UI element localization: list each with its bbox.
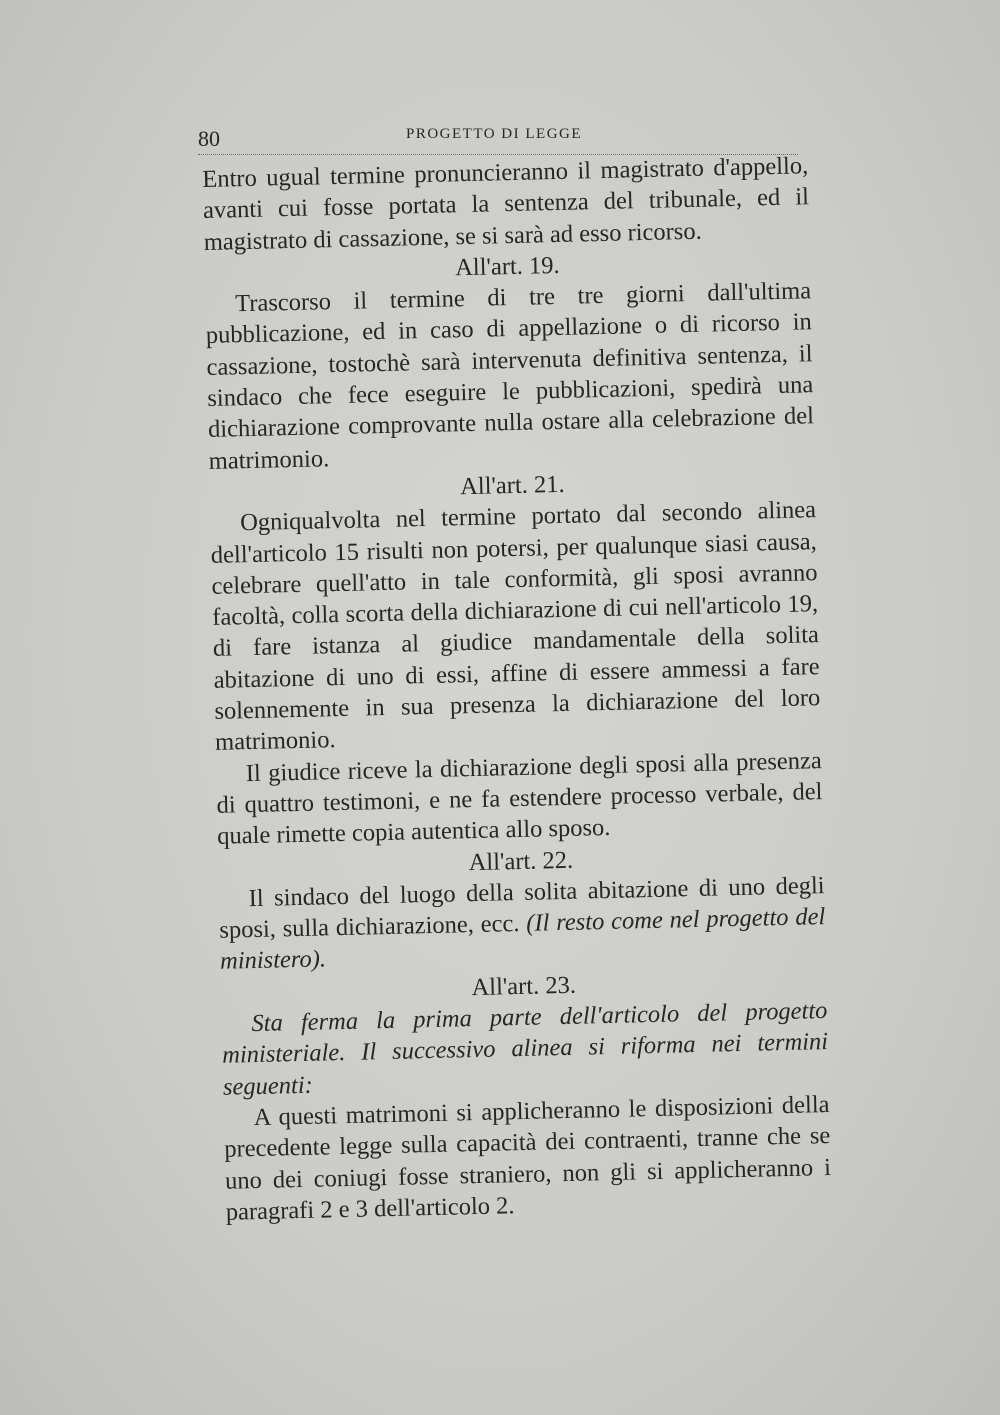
- section-heading-art-22: All'art. 22.: [468, 846, 574, 876]
- paragraph-art-22-italic-note: (Il resto come nel progetto del ministero).: [219, 903, 826, 976]
- paragraph-continuation: Entro ugual termine pronuncieranno il magistrato d'appello, avanti cui fosse portata la sentenza del tribunale, ed il magistrato di cassazione, se si sarà ad esso ricorso.: [202, 152, 810, 256]
- page-number: 80: [198, 126, 220, 151]
- paragraph-art-22-text: Il sindaco del luogo della solita abitazione di uno degli sposi, sulla dichiarazione, ecc.: [219, 871, 825, 944]
- page-body: [202, 150, 832, 1228]
- paragraph-art-21-first: Ogniqualvolta nel termine portato dal secondo alinea dell'articolo 15 risulti non potersi, per qualunque siasi causa, celebrare quell'atto in tale conformità, gli sposi avranno facoltà, colla scorta della dichiarazione di cui nell'articolo 19, di fare istanza al giudice mandamentale della solita abitazione di uno di essi, affine di essere ammessi a fare solennemente in sua presenza la dichiarazione del loro matrimonio.: [210, 496, 821, 757]
- paragraph-art-22: [218, 870, 826, 978]
- paragraph-art-23-text: A questi matrimoni si applicheranno le disposizioni della precedente legge sulla capacità dei contraenti, tranne che se uno dei coniugi fosse straniero, non gli si applicheranno i paragrafi 2 e 3 dell'articolo 2.: [224, 1090, 832, 1226]
- paragraph-art-19: Trascorso il termine di tre tre giorni dall'ultima pubblicazione, ed in caso di appellazione o di ricorso in cassazione, tostochè sarà intervenuta definitiva sentenza, il sindaco che fece eseguire le pubblicazioni, spedirà una dichiarazione comprovante nulla ostare alla celebrazione del matrimonio.: [205, 277, 815, 475]
- section-heading-art-21: All'art. 21.: [459, 470, 565, 501]
- paragraph-art-23-italic: Sta ferma la prima parte dell'articolo del progetto ministeriale. Il successivo alinea si riforma nei termini seguenti:: [221, 997, 829, 1101]
- running-title: PROGETTO DI LEGGE: [406, 126, 583, 142]
- paragraph-art-21-second: Il giudice riceve la dichiarazione degli sposi alla presenza di quattro testimoni, e ne fa estendere processo verbale, del quale rimette copia autentica allo sposo.: [216, 746, 823, 851]
- section-heading-art-23: All'art. 23.: [471, 971, 577, 1001]
- section-heading-art-19: All'art. 19.: [454, 251, 560, 282]
